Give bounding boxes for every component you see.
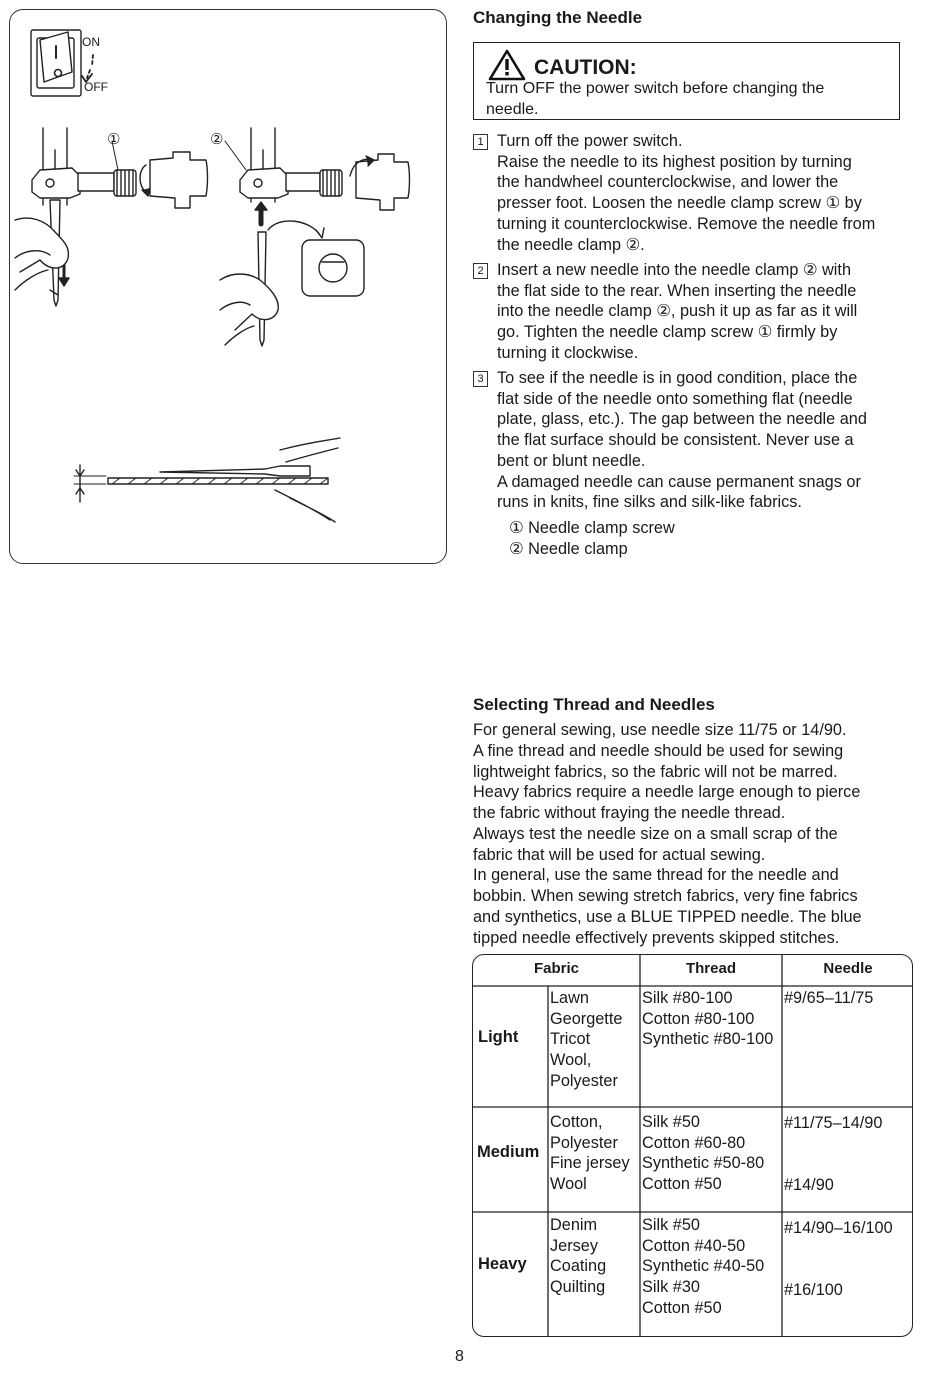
step-line: Turn off the power switch. [497, 132, 683, 150]
selecting-paragraph [473, 720, 903, 948]
fabric-type: Jersey [550, 1236, 598, 1255]
needle-clamp-left-drawing [32, 128, 136, 306]
step-line: flat side of the needle onto something flat (needle [497, 389, 853, 408]
fabric-type: Wool [550, 1175, 587, 1194]
caution-line: Turn OFF the power switch before changing the [486, 80, 825, 97]
step-line: into the needle clamp ②, push it up as far as it will [497, 302, 858, 321]
paragraph-line: the fabric without fraying the needle thread. [473, 804, 786, 822]
step-line: A damaged needle can cause permanent snags or [497, 472, 861, 491]
paragraph-line: Heavy fabrics require a needle large enough to pierce [473, 783, 861, 802]
thread-type: Synthetic #80-100 [642, 1030, 774, 1049]
switch-on-label: ON [82, 35, 100, 49]
section-title-changing-needle: Changing the Needle [473, 8, 643, 27]
paragraph-line: bobbin. When sewing stretch fabrics, very fine fabrics [473, 887, 858, 905]
paragraph-line: A fine thread and needle should be used for sewing [473, 741, 844, 760]
step-3 [473, 368, 903, 513]
step-2 [473, 260, 903, 364]
thread-type: Cotton #50 [642, 1298, 722, 1317]
fabric-types-medium [550, 1112, 630, 1195]
fabric-type: Fine jersey [550, 1154, 630, 1173]
fabric-weight-heavy: Heavy [478, 1255, 527, 1273]
needle-size-heavy: #14/90–16/100 [784, 1219, 893, 1237]
thread-types-heavy [642, 1215, 764, 1319]
header-thread: Thread [685, 960, 736, 977]
step-number-box: 2 [473, 263, 488, 279]
thread-types-medium [642, 1112, 764, 1195]
step-line: turning it counterclockwise. Remove the needle from [497, 214, 876, 233]
callout-1: ① [107, 131, 121, 148]
needle-size-light: #9/65–11/75 [784, 989, 874, 1007]
step-line: presser foot. Loosen the needle clamp screw ① by [497, 194, 862, 213]
fabric-type: Polyester [550, 1133, 618, 1152]
fabric-type: Wool, [550, 1051, 592, 1070]
needle-size-medium-alt: #14/90 [784, 1176, 834, 1194]
needle-change-illustration [10, 10, 448, 565]
legend-item: ② Needle clamp [509, 540, 628, 558]
section-title-selecting-thread: Selecting Thread and Needles [473, 695, 715, 714]
paragraph-line: Always test the needle size on a small scrap of the [473, 824, 838, 843]
step-line: go. Tighten the needle clamp screw ① firmly by [497, 323, 838, 342]
caution-line: needle. [486, 100, 539, 118]
fabric-type: Georgette [550, 1009, 623, 1028]
callout-2: ② [210, 131, 224, 148]
caution-title: CAUTION: [534, 56, 637, 79]
paragraph-line: lightweight fabrics, so the fabric will not be marred. [473, 762, 838, 781]
header-fabric: Fabric [533, 960, 579, 977]
step-line: Insert a new needle into the needle clamp ② with [497, 261, 851, 279]
step-line: the needle clamp ②. [497, 235, 645, 254]
header-needle: Needle [823, 960, 873, 977]
thread-type: Cotton #50 [642, 1175, 722, 1194]
fabric-type: Denim [550, 1216, 598, 1234]
fabric-type: Lawn [550, 989, 589, 1007]
thread-needle-table [472, 954, 913, 1337]
step-line: To see if the needle is in good condition, place the [497, 369, 858, 387]
step-line: runs in knits, fine silks and silk-like fabrics. [497, 493, 802, 512]
thread-type: Cotton #40-50 [642, 1236, 746, 1255]
switch-off-label: OFF [84, 80, 108, 94]
step-number-box: 3 [473, 371, 488, 387]
fabric-weight-medium: Medium [477, 1143, 540, 1161]
step-line: the flat surface should be consistent. Never use a [497, 431, 854, 450]
fabric-type: Tricot [550, 1030, 591, 1049]
fabric-type: Polyester [550, 1071, 618, 1090]
step-line: turning it clockwise. [497, 343, 639, 362]
paragraph-line: fabric that will be used for actual sewing. [473, 845, 766, 864]
step-line: the flat side to the rear. When inserting the needle [497, 281, 857, 300]
step-line: bent or blunt needle. [497, 451, 646, 470]
thread-type: Silk #50 [642, 1113, 700, 1131]
step-line: plate, glass, etc.). The gap between the needle and [497, 410, 867, 429]
fabric-type: Cotton, [550, 1113, 603, 1131]
paragraph-line: and synthetics, use a BLUE TIPPED needle. The blue [473, 907, 862, 926]
needle-flatness-check-drawing [74, 438, 340, 522]
paragraph-line: tipped needle effectively prevents skipped stitches. [473, 928, 840, 947]
caution-box [473, 42, 900, 120]
page-number: 8 [455, 1348, 464, 1365]
needle-size-heavy-alt: #16/100 [784, 1281, 843, 1299]
fabric-weight-light: Light [478, 1028, 519, 1046]
fabric-types-light [550, 988, 622, 1092]
step-1 [473, 131, 903, 255]
thread-type: Silk #30 [642, 1278, 700, 1297]
legend-item: ① Needle clamp screw [509, 519, 675, 537]
caution-heading [488, 49, 637, 81]
fabric-type: Quilting [550, 1278, 606, 1297]
thread-type: Cotton #60-80 [642, 1133, 746, 1152]
caution-text [486, 79, 891, 120]
thread-type: Silk #50 [642, 1216, 700, 1234]
fabric-types-heavy [550, 1215, 606, 1298]
paragraph-line: In general, use the same thread for the needle and [473, 866, 839, 885]
needle-size-medium: #11/75–14/90 [784, 1114, 883, 1132]
paragraph-line: For general sewing, use needle size 11/75 or 14/90. [473, 721, 847, 739]
thread-type: Cotton #80-100 [642, 1009, 755, 1028]
thread-type: Silk #80-100 [642, 989, 733, 1007]
illustration-panel [9, 9, 447, 564]
fabric-type: Coating [550, 1257, 607, 1276]
thread-type: Synthetic #40-50 [642, 1257, 765, 1276]
step-line: Raise the needle to its highest position by turning [497, 152, 852, 171]
thread-type: Synthetic #50-80 [642, 1154, 765, 1173]
step-line: the handwheel counterclockwise, and lower the [497, 173, 839, 192]
step-number-box: 1 [473, 134, 488, 150]
warning-triangle-icon [488, 49, 526, 81]
thread-types-light [642, 988, 773, 1050]
